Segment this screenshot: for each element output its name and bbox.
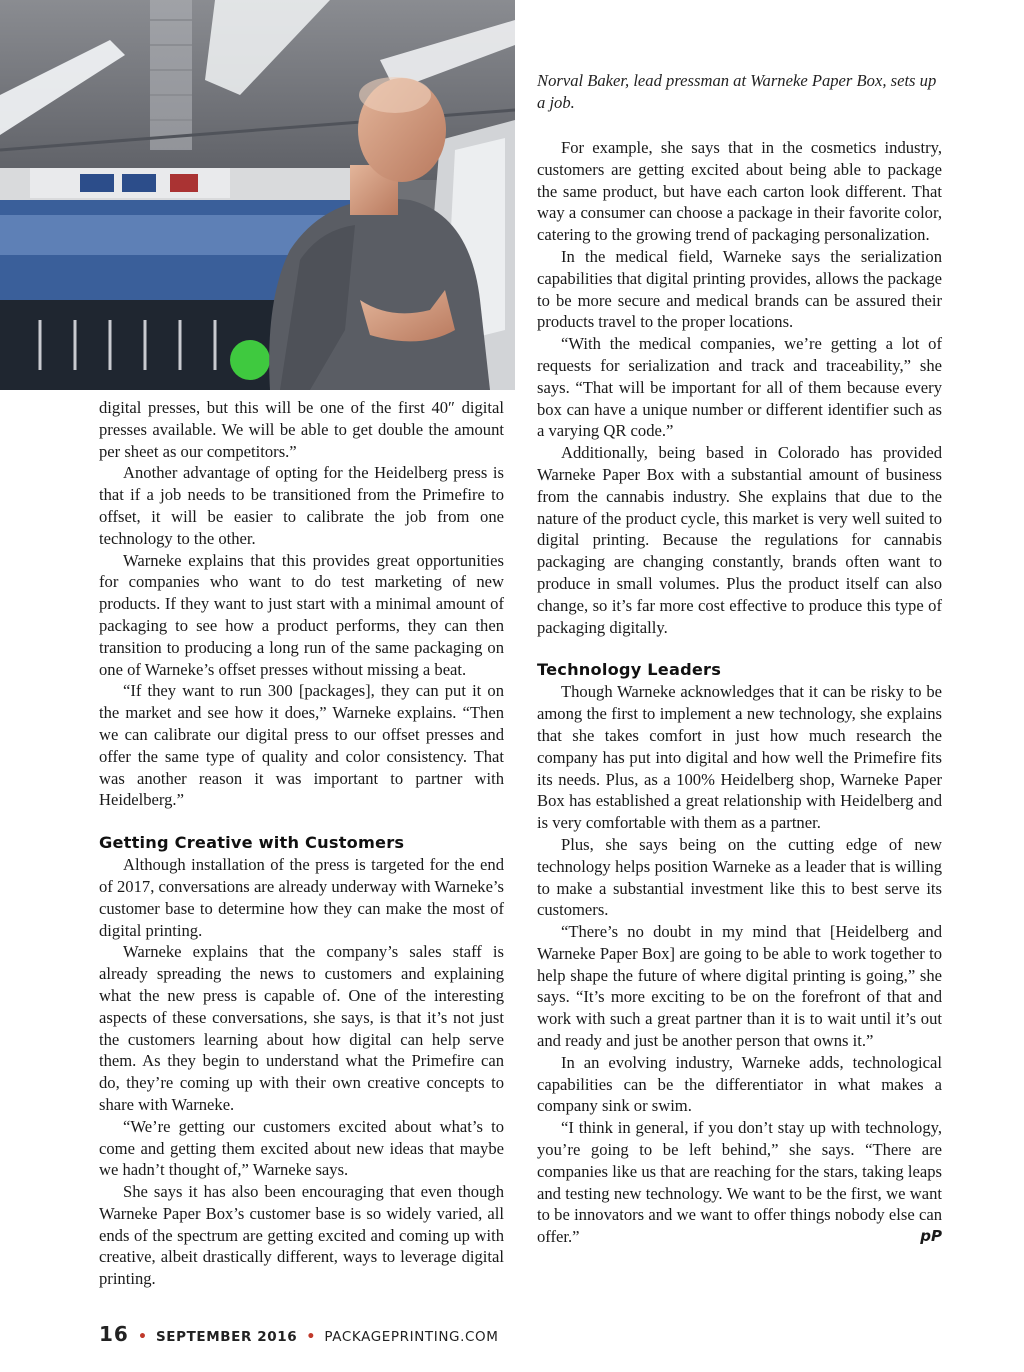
article-photo [0, 0, 515, 390]
paragraph: Though Warneke acknowledges that it can be risky to be among the first to implement a new technology, she explains that she takes comfort in just how much research the company has put into digital and how well the Primefire fits its needs. Plus, as a 100% Heidelberg shop, Warneke Paper Box has established a great relationship with Heidelberg and is very comfortable with them as a partner. [537, 682, 942, 833]
paragraph: For example, she says that in the cosmetics industry, customers are getting excited about being able to package the same product, but have each carton look different. That way a consumer can choose a package in their favorite color, catering to the growing trend of packaging personalization. [537, 138, 942, 245]
page-number: 16 [99, 1322, 129, 1346]
end-mark: pP [920, 1227, 942, 1246]
paragraph: In an evolving industry, Warneke adds, technological capabilities can be the differentiator in what makes a company sink or swim. [537, 1052, 942, 1116]
paragraph: She says it has also been encouraging that even though Warneke Paper Box’s customer base is so widely varied, all ends of the spectrum are getting excited and coming up with creative, albeit drastically different, ways to leverage digital printing. [99, 1182, 504, 1289]
paragraph: Plus, she says being on the cutting edge of new technology helps position Warneke as a leader that is willing to make a substantial investment like this to best serve its customers. [537, 834, 942, 920]
website-link[interactable]: PACKAGEPRINTING.COM [324, 1329, 499, 1345]
paragraph: digital presses, but this will be one of the first 40″ digital presses available. We will be able to get double the amount per sheet as our competitors.” [99, 398, 504, 461]
right-column [537, 137, 942, 1248]
paragraph: Another advantage of opting for the Heidelberg press is that if a job needs to be transitioned from the Primefire to offset, it will be easier to calibrate the job from one technology to the other. [99, 463, 504, 548]
footer-separator: • [137, 1329, 147, 1345]
photo-caption: Norval Baker, lead pressman at Warneke Paper Box, sets up a job. [537, 71, 937, 112]
paragraph: In the medical field, Warneke says the serialization capabilities that digital printing provides, allows the package to be more secure and medical brands can be assured their products travel to the proper locations. [537, 246, 942, 332]
paragraph: Additionally, being based in Colorado has provided Warneke Paper Box with a substantial amount of business from the cannabis industry. She explains that due to the nature of the product cycle, this market is very well suited to digital printing. Because the regulations for cannabis packaging are changing constantly, brands often want to produce in small volumes. Plus the product itself can also change, so it’s far more cost effective to produce this type of packaging digitally. [537, 443, 942, 637]
paragraph: “If they want to run 300 [packages], they can put it on the market and see how it does,” Warneke explains. “Then we can calibrate our digital press to our offset presses and offer the same type of quality and color consistency. That was another reason it was important to partner with Heidelberg.” [99, 681, 504, 810]
paragraph: “We’re getting our customers excited about what’s to come and getting them excited about new ideas that maybe we hadn’t thought of,” Warneke says. [99, 1116, 504, 1180]
section-heading: Getting Creative with Customers [99, 833, 405, 853]
issue-date: SEPTEMBER 2016 [155, 1329, 298, 1345]
paragraph-last [537, 1117, 942, 1248]
pressman-photo-icon [0, 0, 515, 390]
paragraph: Warneke explains that the company’s sales staff is already spreading the news to customers and explaining what the new press is capable of. One of the interesting aspects of these conversations, she says, is that it’s not just the customers learning about how digital can help serve them. As they begin to understand what the Primefire can do, they’re coming up with their own creative concepts to share with Warneke. [99, 942, 504, 1114]
left-column [99, 397, 504, 1290]
paragraph: “With the medical companies, we’re getting a lot of requests for serialization and track and traceability,” she says. “That will be important for all of them because every box can have a unique number or different identifier such as a varying QR code.” [537, 334, 942, 441]
paragraph: Warneke explains that this provides great opportunities for companies who want to do test marketing of new products. If they want to just start with a minimal amount of packaging to see how a product performs, they can then transition to producing a long run of the same packaging on one of Warneke’s offset presses without missing a beat. [99, 550, 504, 679]
footer-separator: • [306, 1329, 316, 1345]
section-heading: Technology Leaders [537, 660, 722, 680]
page-footer [99, 1322, 499, 1346]
paragraph: “There’s no doubt in my mind that [Heidelberg and Warneke Paper Box] are going to be able to work together to help shape the future of where digital printing is going,” she says. “It’s more exciting to be on the forefront of that and work with such a great partner than it is to wait until it’s out and ready and just be another person that owns it.” [537, 922, 942, 1051]
paragraph: Although installation of the press is targeted for the end of 2017, conversations are already underway with Warneke’s customer base to determine how they can make the most of digital printing. [99, 855, 504, 940]
paragraph-text: “I think in general, if you don’t stay up with technology, you’re going to be left behind,” she says. “There are companies like us that are reaching for the stars, taking leaps and testing new technology. We want to be the first, we want to be innovators and we want to offer things nobody else can offer.” [537, 1118, 942, 1247]
